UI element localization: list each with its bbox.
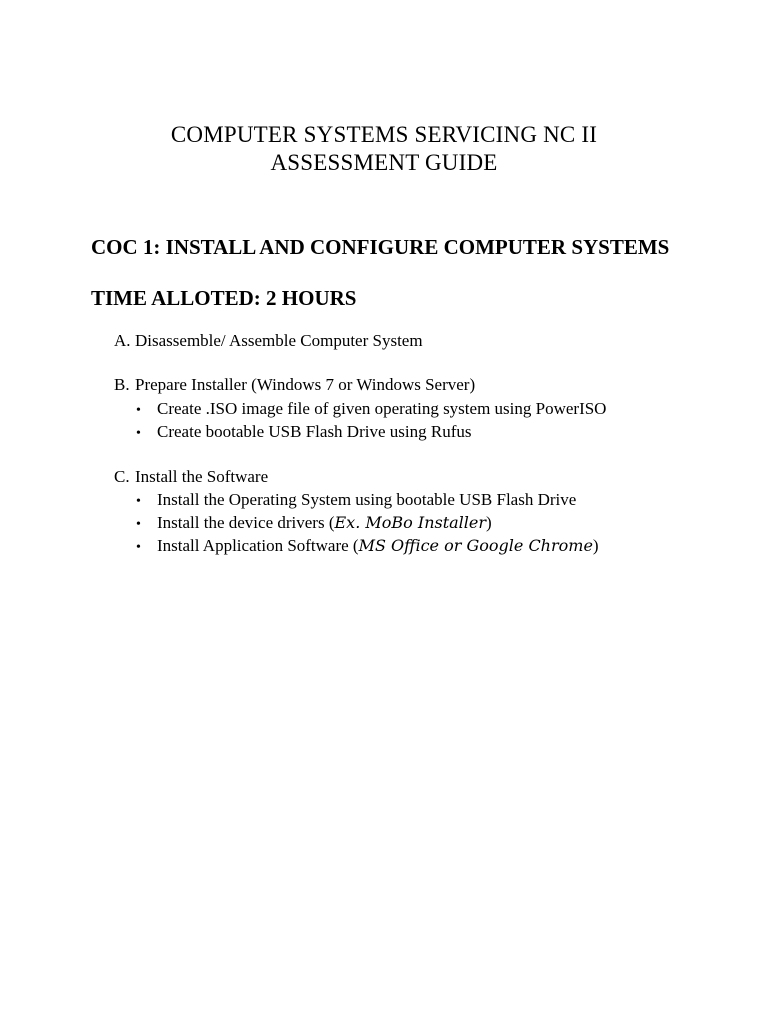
time-allotted-heading: TIME ALLOTED: 2 HOURS [91,286,357,310]
list-item-text-prefix: Install Application Software ( [157,536,359,555]
list-item-text: Create bootable USB Flash Drive using Rufus [157,422,472,441]
section-a-letter: A. [114,331,131,350]
bullet-icon: • [136,426,141,441]
list-item-italic-text: MS Office or Google Chrome [358,536,593,555]
list-item [136,421,471,445]
list-item-text-suffix: ) [592,536,599,555]
section-b [114,374,475,396]
document-title-line-1: COMPUTER SYSTEMS SERVICING NC II [170,122,598,147]
section-c [114,466,268,488]
document-title-line-2: ASSESSMENT GUIDE [270,150,498,175]
list-item-text: Install the Operating System using bootable USB Flash Drive [157,490,577,509]
bullet-icon: • [136,403,141,418]
list-item-text: Create .ISO image file of given operating system using PowerISO [157,399,607,418]
list-item-text-prefix: Install the device drivers ( [157,513,335,532]
section-c-letter: C. [114,467,130,486]
coc-heading: COC 1: INSTALL AND CONFIGURE COMPUTER SYSTEMS [91,235,670,259]
list-item-italic-text: Ex. MoBo Installer [334,513,487,532]
list-item [136,489,576,513]
bullet-icon: • [136,540,141,555]
bullet-icon: • [136,517,141,532]
section-a-text: Disassemble/ Assemble Computer System [135,331,423,350]
list-item [136,398,606,422]
section-c-text: Install the Software [135,467,269,486]
list-item [136,535,599,559]
section-b-text: Prepare Installer (Windows 7 or Windows Server) [135,375,476,394]
list-item-text-suffix: ) [486,513,492,532]
bullet-icon: • [136,494,141,509]
section-a [114,330,423,352]
section-b-letter: B. [114,375,130,394]
list-item [136,512,492,536]
